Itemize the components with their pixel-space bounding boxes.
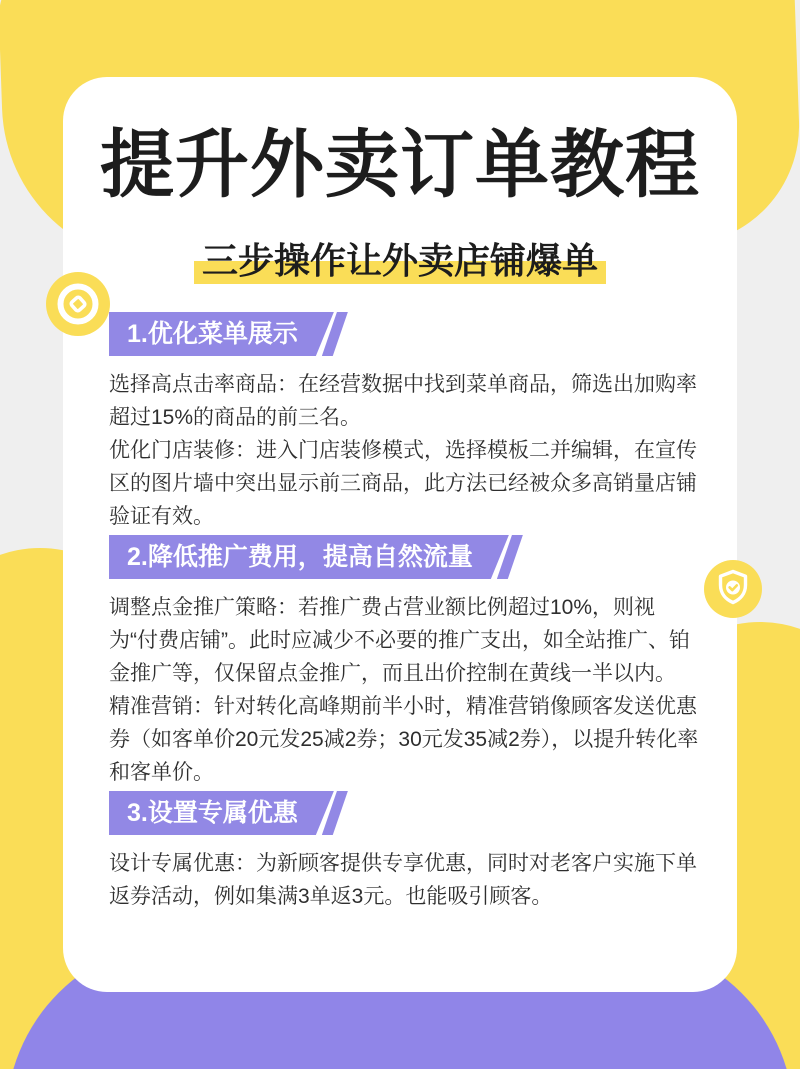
banner-slash-sliver (322, 312, 348, 356)
section-banner-3 (109, 791, 334, 835)
section-2-paragraph: 调整点金推广策略：若推广费占营业额比例超过10%，则视为“付费店铺”。此时应减少不必要的推广支出，如全站推广、铂金推广等，仅保留点金推广，而且出价控制在黄线一半以内。 (109, 596, 690, 685)
section-2-paragraph: 精准营销：针对转化高峰期前半小时，精准营销像顾客发送优惠券（如客单价20元发25减2券；30元发35减2券），以提升转化率和客单价。 (109, 695, 699, 784)
content-card (63, 77, 737, 992)
subtitle-highlight: 三步操作让外卖店铺爆单 (202, 237, 598, 285)
coin-icon (46, 272, 110, 336)
shield-check-icon (704, 560, 762, 618)
section-banner-2 (109, 535, 509, 579)
section-promotion-cost (109, 535, 699, 789)
section-banner-3-label: 3.设置专属优惠 (127, 799, 298, 827)
banner-slash-sliver (322, 791, 348, 835)
banner-slash-sliver (497, 535, 523, 579)
section-banner-2-label: 2.降低推广费用，提高自然流量 (127, 543, 473, 571)
section-exclusive-offer (109, 791, 699, 913)
page-title: 提升外卖订单教程 (100, 123, 700, 206)
sections (63, 312, 737, 913)
section-menu-display (109, 312, 699, 533)
section-3-paragraph: 设计专属优惠：为新顾客提供专享优惠，同时对老客户实施下单返券活动，例如集满3单返3元。也能吸引顾客。 (109, 852, 697, 908)
section-banner-1-label: 1.优化菜单展示 (127, 320, 298, 348)
section-1-paragraph: 优化门店装修：进入门店装修模式，选择模板二并编辑，在宣传区的图片墙中突出显示前三商品，此方法已经被众多高销量店铺验证有效。 (109, 439, 697, 528)
page-subtitle (63, 237, 737, 285)
section-banner-1 (109, 312, 334, 356)
section-1-paragraph: 选择高点击率商品：在经营数据中找到菜单商品，筛选出加购率超过15%的商品的前三名。 (109, 373, 697, 429)
